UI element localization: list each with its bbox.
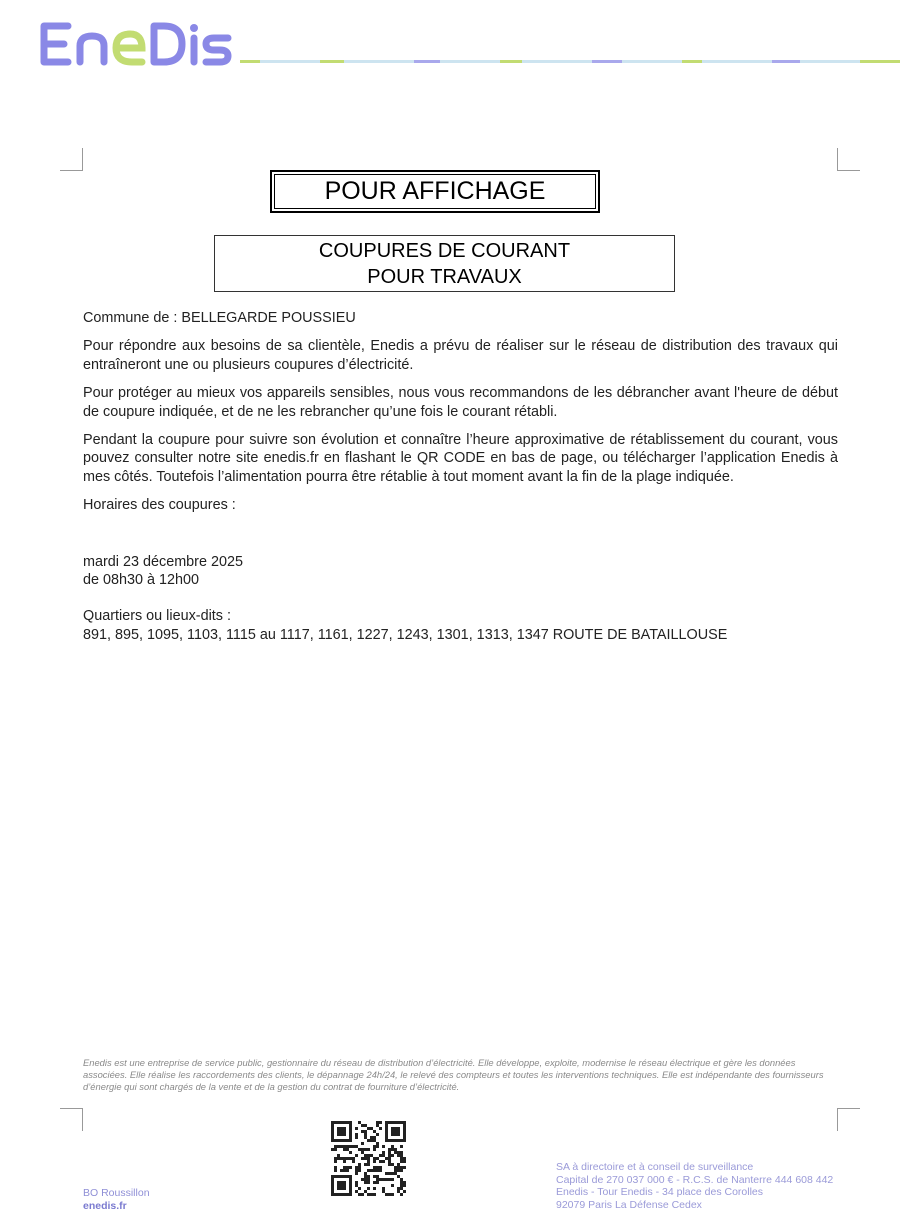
footer-legal-line2: Capital de 270 037 000 € - R.C.S. de Nanterre 444 608 442 [556,1173,834,1186]
footer-legal-line4: 92079 Paris La Défense Cedex [556,1198,702,1211]
pour-affichage-title: POUR AFFICHAGE [274,174,596,209]
footer-site-link[interactable]: enedis.fr [83,1199,127,1212]
footer-legal-line3: Enedis - Tour Enedis - 34 place des Corolles [556,1186,764,1198]
coupures-title-box [214,235,675,292]
footer-agency: BO Roussillon [83,1187,150,1199]
horaires-label: Horaires des coupures : [83,497,236,514]
coupures-title-line2: POUR TRAVAUX [367,265,522,288]
schedule-time: de 08h30 à 12h00 [83,572,200,589]
qr-code-graphic [331,1121,406,1196]
enedis-logo-graphic [40,22,235,66]
paragraph-intro: Pour répondre aux besoins de sa clientèle, Enedis a prévu de réaliser sur le réseau de distribution des travaux qui entraîneront une ou plusieurs coupures d’électricité. [83,338,838,373]
enedis-logo [40,22,235,66]
crop-mark-bottom-right [837,1108,860,1131]
pour-affichage-box [270,170,600,213]
schedule-block [83,553,838,590]
coupures-title-line1: COUPURES DE COURANT [318,239,571,262]
quartiers-block [83,607,838,644]
crop-mark-top-right [837,148,860,171]
paragraph-protection: Pour protéger au mieux vos appareils sensibles, nous vous recommandons de les débrancher avant l'heure de début de coupure indiquée, et de ne les rebrancher qu’une fois le courant rétabli. [83,385,838,420]
crop-mark-top-left [60,148,83,171]
commune-line: Commune de : BELLEGARDE POUSSIEU [83,310,356,326]
paragraph-suivi: Pendant la coupure pour suivre son évolution et connaître l’heure approximative de rétablissement du courant, vous pouvez consulter notre site enedis.fr en flashant le QR CODE en bas de page, ou télécharger l’application Enedis à mes côtés. Toutefois l’alimentation pourra être rétablie à tout moment avant la fin de la plage indiquée. [83,432,838,485]
footer-left [83,1187,150,1212]
notice-body [83,309,838,662]
footer-legal-line1: SA à directoire et à conseil de surveillance [556,1161,754,1173]
quartiers-label: Quartiers ou lieux-dits : [83,608,231,625]
header-decorative-line [240,60,900,63]
footer-legal [556,1161,833,1211]
quartiers-list: 891, 895, 1095, 1103, 1115 au 1117, 1161, 1227, 1243, 1301, 1313, 1347 ROUTE DE BATAILLOUSE [83,626,728,643]
crop-mark-bottom-left [60,1108,83,1131]
qr-code[interactable] [331,1121,406,1196]
schedule-date: mardi 23 décembre 2025 [83,553,243,570]
footer-disclaimer: Enedis est une entreprise de service public, gestionnaire du réseau de distribution d’électricité. Elle développe, exploite, modernise le réseau électrique et gère les données associées. Elle réalise les raccordements des clients, le dépannage 24h/24, le relevé des compteurs et toutes les interventions techniques. Elle est indépendante des fournisseurs d’énergie qui sont chargés de la vente et de la gestion du contrat de fourniture d’électricité. [83,1057,824,1093]
